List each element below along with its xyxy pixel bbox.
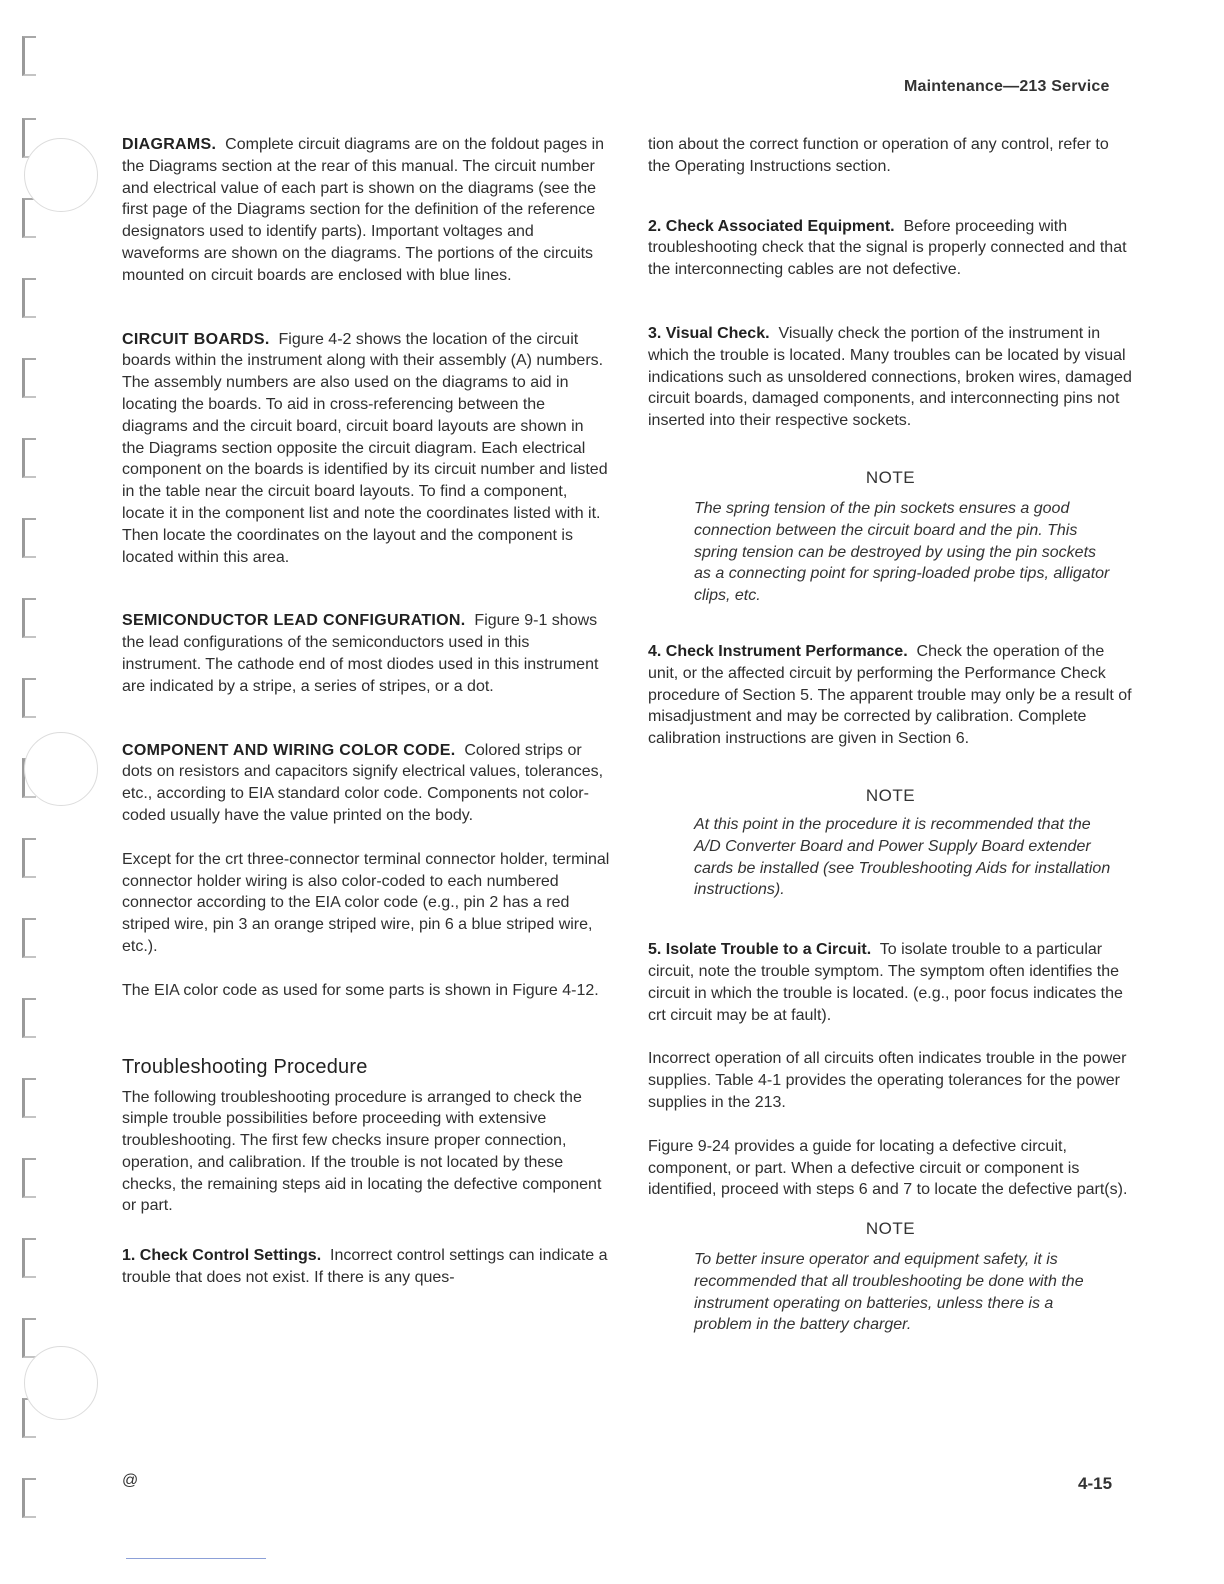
diagrams-heading: DIAGRAMS. xyxy=(122,136,217,153)
diagrams-text: Complete circuit diagrams are on the foldout pages in the Diagrams section at the rear of this manual. The circuit number and electrical value of each part is shown on the diagrams (see the first page of the Diagrams section for the definition of the reference designators used to identify parts). Important voltages and waveforms are shown on the diagrams. The portions of the circuits mounted on circuit boards are enclosed with blue lines. xyxy=(122,136,605,284)
running-head: Maintenance—213 Service xyxy=(904,78,1110,95)
step5-paragraph xyxy=(648,939,1133,1026)
step1-heading: 1. Check Control Settings. xyxy=(122,1247,322,1265)
binder-bracket xyxy=(22,1478,36,1518)
semiconductor-heading: SEMICONDUCTOR LEAD CONFIGURATION. xyxy=(122,612,466,630)
page-number: 4-15 xyxy=(1078,1474,1113,1493)
binder-bracket xyxy=(22,598,36,638)
semiconductor-paragraph xyxy=(122,610,610,697)
step4-text: Check the operation of the unit, or the affected circuit by performing the Performance Check procedure of Section 5. The apparent trouble may only be a result of misadjustment and may be corrected by calibration. Complete calibration instructions are given in Section 6. xyxy=(648,642,1132,748)
binder-bracket xyxy=(22,1078,36,1118)
note-title: NOTE xyxy=(865,785,916,805)
note-text: The spring tension of the pin sockets ensures a good connection between the circuit board and the pin. This spring tension can be destroyed by using the pin sockets as a connecting point for spring-loaded probe tips, alligator clips, etc. xyxy=(694,499,1110,605)
troubleshooting-intro: The following troubleshooting procedure is arranged to check the simple trouble possibilities before proceeding with extensive troubleshooting. The first few checks insure proper connection, operation, and calibration. If the trouble is not located by these checks, the remaining steps aid in locating the defective component or part. xyxy=(122,1088,602,1215)
circuit-boards-heading: CIRCUIT BOARDS. xyxy=(122,330,270,348)
binder-bracket xyxy=(22,198,36,238)
step3-text: Visually check the portion of the instrument in which the trouble is located. Many troubles can be located by visual indications such as unsoldered connections, broken wires, damaged circuit boards, damaged components, and interconnecting pins not inserted into their respective sockets. xyxy=(648,324,1132,430)
note-text: At this point in the procedure it is recommended that the A/D Converter Board and Power Supply Board extender cards be installed (see Troubleshooting Aids for installation instructions). xyxy=(694,815,1111,899)
semiconductor-text: Figure 9-1 shows the lead configurations of the semiconductors used in this instrument. The cathode end of most diodes used in this instrument are indicated by a stripe, a series of stripes, or a dot. xyxy=(122,612,599,695)
note-safety xyxy=(648,1219,1133,1336)
binder-bracket xyxy=(22,838,36,878)
binder-bracket xyxy=(22,36,36,76)
binder-bracket xyxy=(22,1238,36,1278)
except-paragraph: Except for the crt three-connector terminal connector holder, terminal connector holder wiring is also color-coded to each numbered connector according to the EIA color code (e.g., pin 2 has a red striped wire, pin 3 an orange striped wire, pin 6 a blue striped wire, etc.). xyxy=(122,850,610,955)
note-spring-tension xyxy=(648,468,1133,607)
circuit-boards-paragraph xyxy=(122,329,610,569)
diagrams-paragraph xyxy=(122,134,610,287)
copyright-mark: @ xyxy=(122,1472,139,1489)
punch-hole xyxy=(24,138,98,212)
step3-heading: 3. Visual Check. xyxy=(648,324,770,342)
color-code-paragraph xyxy=(122,740,610,827)
right-column xyxy=(648,134,1133,1336)
incorrect-operation-paragraph: Incorrect operation of all circuits often indicates trouble in the power supplies. Table 4-1 provides the operating tolerances for the power supplies in the 213. xyxy=(648,1050,1127,1111)
punch-hole xyxy=(24,732,98,806)
step1-continuation: tion about the correct function or operation of any control, refer to the Operating Instructions section. xyxy=(648,136,1109,175)
binder-bracket xyxy=(22,998,36,1038)
binder-bracket xyxy=(22,678,36,718)
binder-bracket xyxy=(22,278,36,318)
step1-paragraph xyxy=(122,1245,610,1289)
eia-paragraph: The EIA color code as used for some parts is shown in Figure 4-12. xyxy=(122,981,599,999)
step4-paragraph xyxy=(648,641,1133,750)
step1-text: Incorrect control settings can indicate a trouble that does not exist. If there is any ques- xyxy=(122,1247,608,1287)
footer-rule xyxy=(126,1558,266,1559)
step2-heading: 2. Check Associated Equipment. xyxy=(648,217,895,235)
note-extender-cards xyxy=(648,786,1133,901)
left-column xyxy=(122,134,610,1289)
troubleshooting-title: Troubleshooting Procedure xyxy=(122,1055,368,1078)
binder-bracket xyxy=(22,1318,36,1358)
color-code-heading: COMPONENT AND WIRING COLOR CODE. xyxy=(122,741,456,759)
step5-heading: 5. Isolate Trouble to a Circuit. xyxy=(648,941,872,959)
figure-guide-paragraph: Figure 9-24 provides a guide for locating a defective circuit, component, or part. When a defective circuit or component is identified, proceed with steps 6 and 7 to locate the defective part(s). xyxy=(648,1137,1128,1199)
step4-heading: 4. Check Instrument Performance. xyxy=(648,642,908,660)
binder-bracket xyxy=(22,518,36,558)
binder-edge xyxy=(0,0,110,1584)
step2-paragraph xyxy=(648,216,1133,281)
binder-bracket xyxy=(22,438,36,478)
binder-bracket xyxy=(22,1158,36,1198)
color-code-text: Colored strips or dots on resistors and capacitors signify electrical values, tolerances, etc., according to EIA standard color code. Components not color-coded usually have the value printed on the body. xyxy=(122,741,604,824)
note-title: NOTE xyxy=(865,1219,916,1239)
note-title: NOTE xyxy=(865,467,916,487)
step2-text: Before proceeding with troubleshooting check that the signal is properly connected and that the interconnecting cables are not defective. xyxy=(648,217,1127,279)
step3-paragraph xyxy=(648,323,1133,432)
note-text: To better insure operator and equipment safety, it is recommended that all troubleshooting be done with the instrument operating on batteries, unless there is a problem in the battery charger. xyxy=(694,1251,1084,1334)
punch-hole xyxy=(24,1346,98,1420)
binder-bracket xyxy=(22,358,36,398)
circuit-boards-text: Figure 4-2 shows the location of the circuit boards within the instrument along with their assembly (A) numbers. The assembly numbers are also used on the diagrams to aid in locating the boards. To aid in cross-referencing between the diagrams and the circuit board, circuit board layouts are shown in the Diagrams section opposite the circuit diagram. Each electrical component on the boards is identified by its circuit number and listed in the table near the circuit board layouts. To find a component, locate it in the component list and note the coordinates listed with it. Then locate the coordinates on the layout and the component is located within this area. xyxy=(122,330,608,566)
step5-text: To isolate trouble to a particular circuit, note the trouble symptom. The symptom often identifies the circuit in which the trouble is located. (e.g., poor focus indicates the crt circuit may be at fault). xyxy=(648,941,1123,1024)
binder-bracket xyxy=(22,918,36,958)
